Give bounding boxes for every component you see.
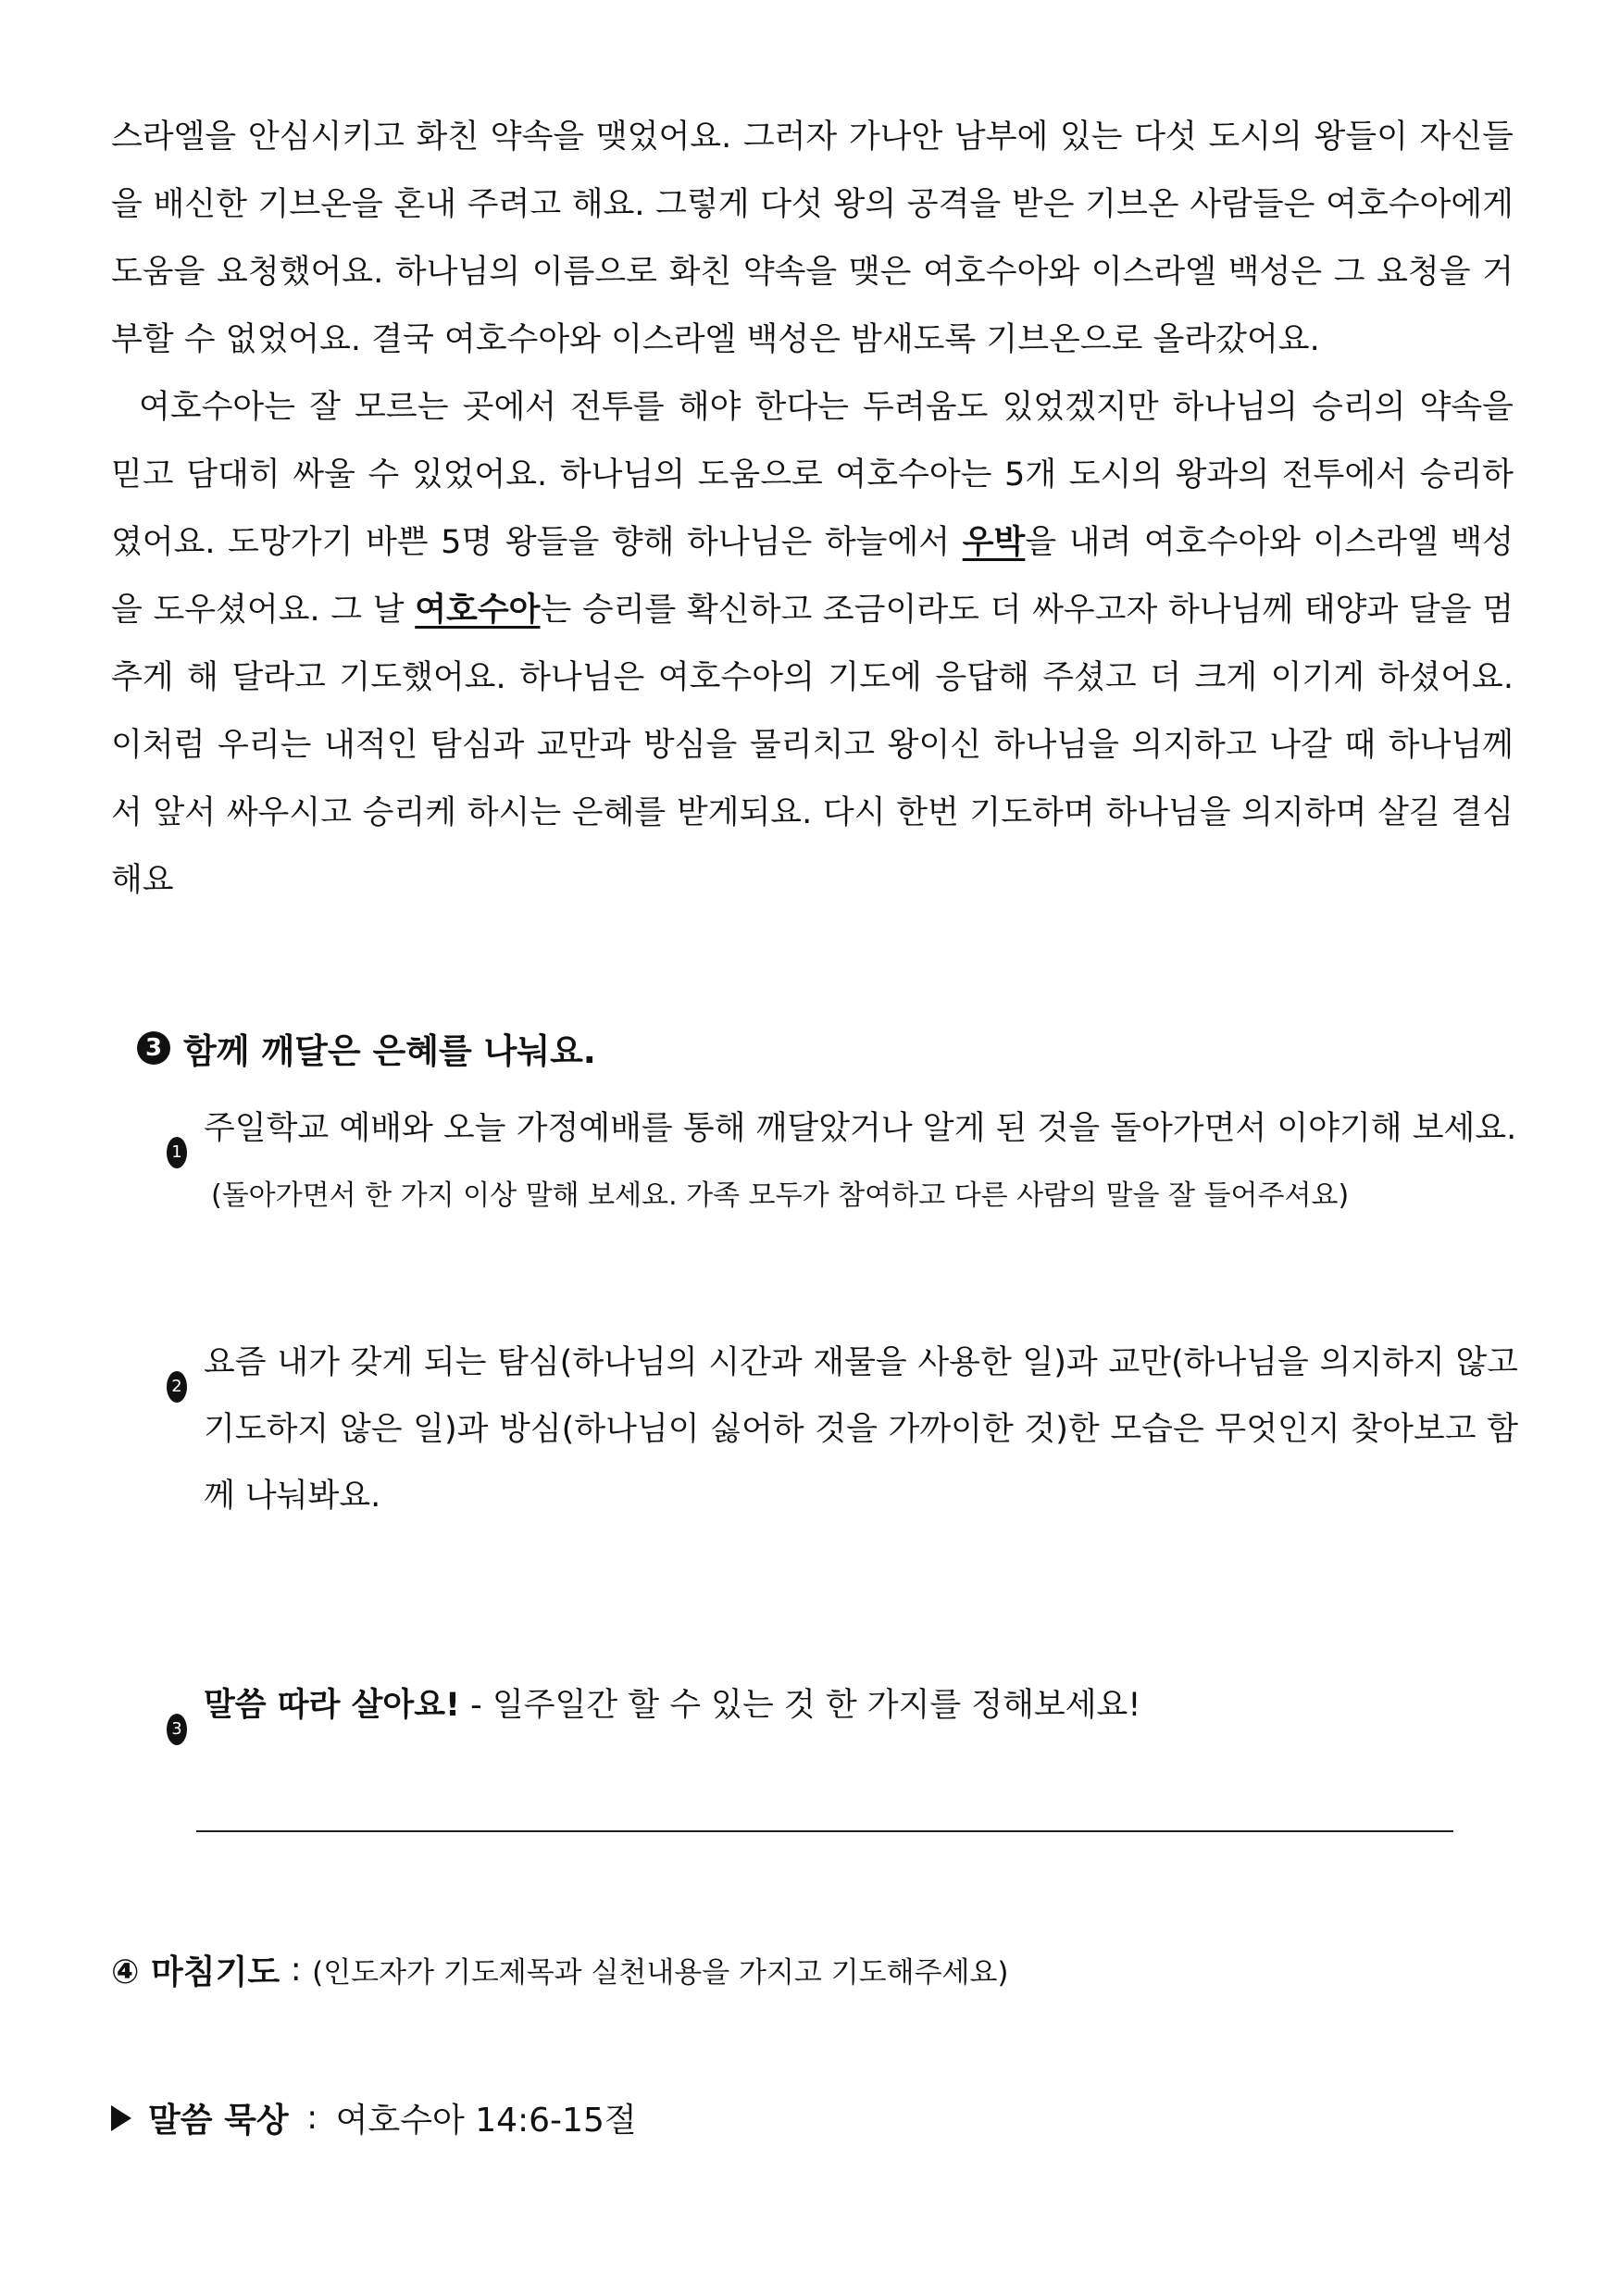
triangle-bullet-icon (111, 2105, 131, 2131)
item-number-badge: 3 (167, 1714, 187, 1745)
share-section-title: 함께 깨달은 은혜를 나눠요. (183, 1031, 596, 1071)
item-number-badge: 1 (167, 1137, 187, 1168)
share-section-heading (137, 1023, 596, 1073)
keyword-joshua: 여호수아 (415, 592, 541, 629)
closing-prayer-separator: : (280, 1951, 313, 1989)
share-item-1-text: 주일학교 예배와 오늘 가정예배를 통해 깨달았거나 알게 된 것을 돌아가면서 이야기해 보세요. (204, 1110, 1517, 1147)
meditation-separator: : (295, 2099, 329, 2137)
share-item-3-title: 말씀 따라 살아요! (204, 1687, 461, 1724)
share-item-2-text: 요즘 내가 갖게 되는 탐심(하나님의 시간과 재물을 사용한 일)과 교만(하나님을 의지하지 않고 기도하지 않은 일)과 방심(하나님이 싫어하 것을 가까이한 것)한 모습은 무엇인지 찾아보고 함께 나눠봐요. (204, 1344, 1518, 1515)
share-item-1 (167, 1095, 1518, 1180)
paragraph-victory-part-c: 는 승리를 확신하고 조금이라도 더 싸우고자 하나님께 태양과 달을 멈추게 해 달라고 기도했어요. 하나님은 여호수아의 기도에 응답해 주셨고 더 크게 이기게 하셨어요. 이처럼 우리는 내적인 탐심과 교만과 방심을 물리치고 왕이신 하나님을 의지하고 나갈 때 하나님께서 앞서 싸우시고 승리케 하시는 은혜를 받게되요. 다시 한번 기도하며 하나님을 의지하며 살길 결심해요 (111, 592, 1514, 899)
closing-prayer (111, 1946, 1009, 1993)
meditation-label: 말씀 묵상 (148, 2102, 289, 2140)
share-item-3 (167, 1672, 1518, 1757)
section-number-badge: 3 (137, 1031, 170, 1065)
paragraph-victory-part-a: 여호수아는 잘 모르는 곳에서 전투를 해야 한다는 두려움도 있었겠지만 하나님의 승리의 약속을 믿고 담대히 싸울 수 있었어요. 하나님의 도움으로 여호수아는 5개 도시의 왕과의 전투에서 승리하였어요. 도망가기 바쁜 5명 왕들을 향해 하나님은 하늘에서 (111, 389, 1514, 561)
scripture-meditation (111, 2094, 637, 2141)
answer-write-line (196, 1830, 1453, 1832)
share-item-1-note: (돌아가면서 한 가지 이상 말해 보세요. 가족 모두가 참여하고 다른 사람의 말을 잘 들어주셔요) (211, 1179, 1350, 1212)
share-item-3-text (204, 1672, 1140, 1739)
meditation-reference: 여호수아 14:6-15절 (335, 2102, 637, 2140)
closing-prayer-label: ④ 마침기도 (111, 1953, 280, 1991)
devotional-body (111, 104, 1514, 915)
share-item-3-instruction: - 일주일간 할 수 있는 것 한 가지를 정해보세요! (460, 1687, 1141, 1724)
keyword-hail: 우박 (962, 524, 1026, 561)
share-item-2 (167, 1329, 1518, 1529)
paragraph-gibeon: 스라엘을 안심시키고 화친 약속을 맺었어요. 그러자 가나안 남부에 있는 다섯 도시의 왕들이 자신들을 배신한 기브온을 혼내 주려고 해요. 그렇게 다섯 왕의 공격을 받은 기브온 사람들은 여호수아에게 도움을 요청했어요. 하나님의 이름으로 화친 약속을 맺은 여호수아와 이스라엘 백성은 그 요청을 거부할 수 없었어요. 결국 여호수아와 이스라엘 백성은 밤새도록 기브온으로 올라갔어요. (111, 119, 1514, 358)
closing-prayer-text: (인도자가 기도제목과 실천내용을 가지고 기도해주세요) (312, 1956, 1009, 1990)
paragraph-victory (111, 374, 1514, 915)
paragraph-victory-part-b: 을 내려 여호수아와 이스라엘 백성을 도우셨어요. 그 날 (111, 524, 1514, 629)
item-number-badge: 2 (167, 1371, 187, 1403)
